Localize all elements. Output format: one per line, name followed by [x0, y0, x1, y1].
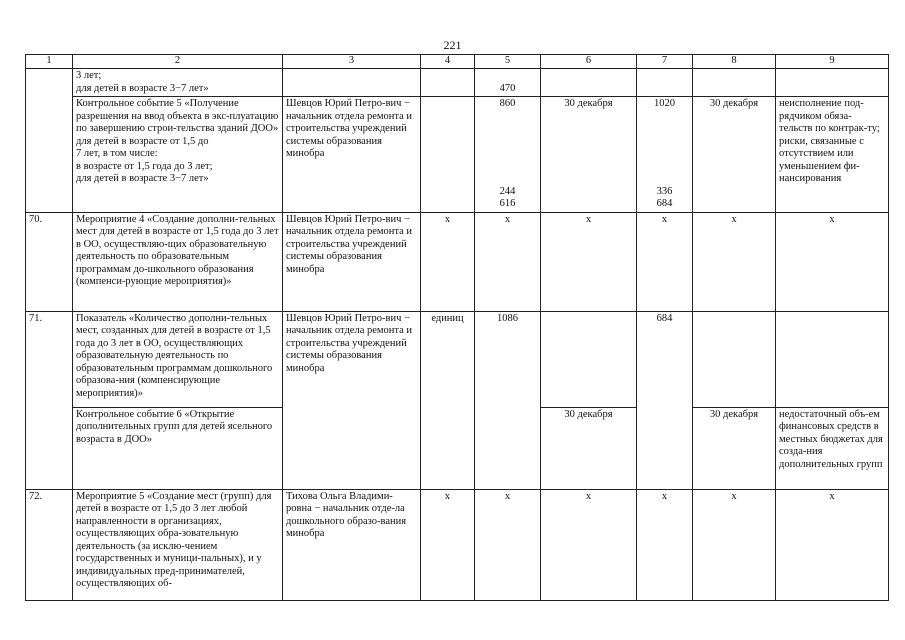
header-cell: 9 [776, 55, 889, 69]
responsible-cell: Шевцов Юрий Петро-вич − начальник отдела ремонта и строительства учреждений системы образования минобра [283, 97, 421, 213]
description-cell: Контрольное событие 5 «Получение разрешения на ввод объекта в экс-плуатацию по завершению строи-тельства зданий ДОО» для детей в возрасте от 1,5 до 7 лет, в том числе: в возрасте от 1,5 года до 3 лет; для детей в возрасте 3−7 лет» [73, 97, 283, 213]
header-cell: 7 [637, 55, 693, 69]
date-cell: х [541, 489, 637, 600]
table-row [26, 212, 889, 311]
responsible-cell [283, 407, 421, 489]
date-cell: 30 декабря [541, 407, 637, 489]
description-cell: Мероприятие 4 «Создание дополни-тельных мест для детей в возрасте от 1,5 года до 3 лет в ОО, осуществляю-щих образовательную деятельность по образовательным программам до-школьного образования (компенси-рующие мероприятия)» [73, 212, 283, 311]
header-cell: 5 [475, 55, 541, 69]
plan-table [25, 54, 889, 601]
date-cell: х [693, 489, 776, 600]
unit-cell: единиц [421, 311, 475, 407]
date-cell: х [541, 212, 637, 311]
value-cell: 470 [475, 69, 541, 97]
value-cell: х [475, 489, 541, 600]
unit-cell [421, 97, 475, 213]
description-cell: Показатель «Количество дополни-тельных мест, созданных для детей в возрасте от 1,5 года до 3 лет в ОО, осуществляющих образовательную деятельность по образовательным программам дошкольного образова-ния (компенсирующие мероприятия)» [73, 311, 283, 407]
date-cell [693, 69, 776, 97]
unit-cell: х [421, 489, 475, 600]
date-cell: х [693, 212, 776, 311]
header-cell: 8 [693, 55, 776, 69]
value-cell: х [475, 212, 541, 311]
row-number-cell: 72. [26, 489, 73, 600]
value-cell [637, 407, 693, 489]
risk-cell: х [776, 489, 889, 600]
value-cell: х [637, 489, 693, 600]
responsible-cell: Тихова Ольга Владими-ровна − начальник отде-ла дошкольного образо-вания минобра [283, 489, 421, 600]
date-cell [541, 311, 637, 407]
row-number-cell [26, 69, 73, 97]
date-cell [693, 311, 776, 407]
row-number-cell: 71. [26, 311, 73, 407]
value-cell: 1086 [475, 311, 541, 407]
unit-cell [421, 407, 475, 489]
table-row [26, 311, 889, 407]
responsible-cell: Шевцов Юрий Петро-вич − начальник отдела ремонта и строительства учреждений системы образования минобра [283, 311, 421, 407]
header-cell: 1 [26, 55, 73, 69]
value-cell: 1020 336 684 [637, 97, 693, 213]
risk-cell: неисполнение под-рядчиком обяза-тельств по контрак-ту; риски, связанные с отсутствием или уменьшением фи-нансирования [776, 97, 889, 213]
table-row [26, 97, 889, 213]
date-cell [541, 69, 637, 97]
value-cell: 684 [637, 311, 693, 407]
row-number-cell [26, 97, 73, 213]
description-cell: 3 лет; для детей в возрасте 3−7 лет» [73, 69, 283, 97]
row-number-cell: 70. [26, 212, 73, 311]
responsible-cell [283, 69, 421, 97]
date-cell: 30 декабря [541, 97, 637, 213]
value-cell [475, 407, 541, 489]
table-row [26, 69, 889, 97]
description-cell: Мероприятие 5 «Создание мест (групп) для детей в возрасте от 1,5 до 3 лет любой направленности в организациях, осуществляющих обра-зовательную деятельность (за исклю-чением государственных и муници-пальных), и у индивидуальных пред-принимателей, осуществляющих об- [73, 489, 283, 600]
date-cell: 30 декабря [693, 407, 776, 489]
risk-cell: недостаточный объ-ем финансовых средств в местных бюджетах для созда-ния дополнительных групп [776, 407, 889, 489]
header-row [26, 55, 889, 69]
responsible-cell: Шевцов Юрий Петро-вич − начальник отдела ремонта и строительства учреждений системы образования минобра [283, 212, 421, 311]
header-cell: 6 [541, 55, 637, 69]
date-cell: 30 декабря [693, 97, 776, 213]
page-number: 221 [443, 38, 462, 52]
header-cell: 4 [421, 55, 475, 69]
risk-cell [776, 69, 889, 97]
value-cell: 860 244 616 [475, 97, 541, 213]
table-row [26, 489, 889, 600]
description-cell: Контрольное событие 6 «Открытие дополнительных групп для детей ясельного возраста в ДОО» [73, 407, 283, 489]
value-cell: х [637, 212, 693, 311]
unit-cell [421, 69, 475, 97]
header-cell: 2 [73, 55, 283, 69]
row-number-cell [26, 407, 73, 489]
unit-cell: х [421, 212, 475, 311]
header-cell: 3 [283, 55, 421, 69]
table-row [26, 407, 889, 489]
risk-cell [776, 311, 889, 407]
value-cell [637, 69, 693, 97]
risk-cell: х [776, 212, 889, 311]
